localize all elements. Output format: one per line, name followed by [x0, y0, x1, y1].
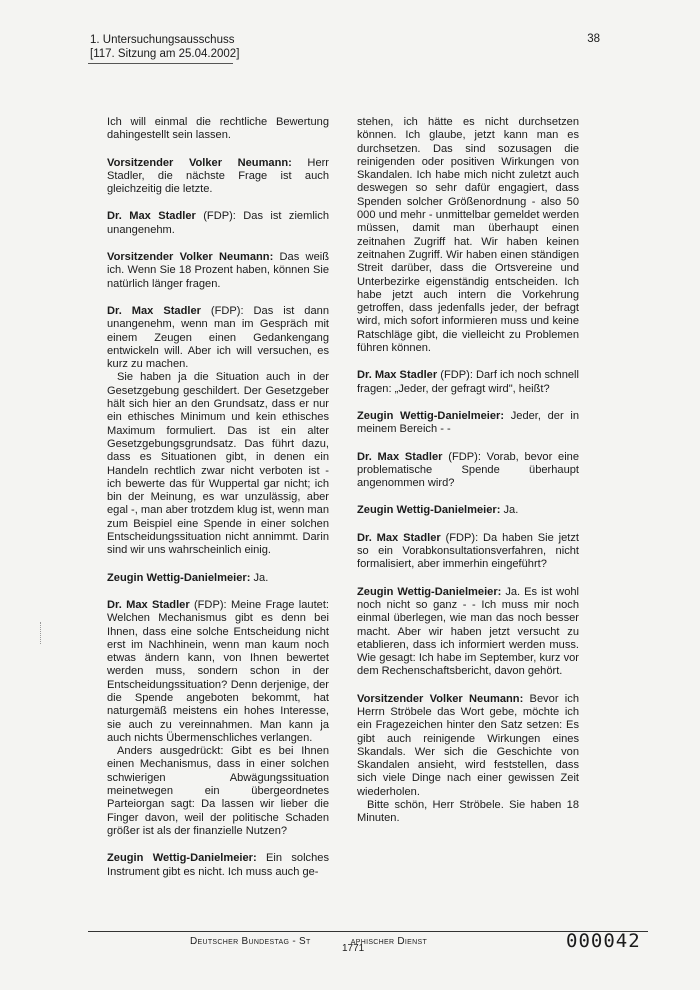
speech-text: Das weiß ich. Wenn Sie 18 Prozent haben, können Sie natürlich länger fragen. — [107, 251, 329, 290]
transcript-paragraph — [107, 210, 329, 237]
speaker-name: Vorsitzender Volker Neumann: — [107, 251, 274, 264]
footer-number: 1771 — [342, 943, 365, 954]
page-number: 38 — [587, 33, 600, 45]
speaker-name: Zeugin Wettig-Danielmeier: — [107, 852, 257, 865]
committee-title: 1. Untersuchungsausschuss — [90, 34, 235, 46]
speech-text: Jeder, der in meinem Bereich - - — [357, 409, 579, 436]
transcript-paragraph — [107, 116, 329, 143]
transcript-paragraph — [107, 251, 329, 291]
footer-left-text: Deutscher Bundestag - St — [190, 936, 311, 947]
speaker-name: Dr. Max Stadler — [357, 531, 441, 544]
speech-text: stehen, ich hätte es nicht durchsetzen können. Ich glaube, jetzt kann man es durchsetzen. Das sind sozusagen die reinigenden oder positiven Wirkungen von Skandalen. Ich habe mich nicht zuletzt auch deswegen so sehr dafür engagiert, dass Spenden solcher Größenordnung - also 50 000 und mehr - unmittelbar gemeldet werden müssen, damit man überhaupt einen zeitnahen Zugriff hat. Wir haben keinen zeitnahen Zugriff. Wir haben einen ständigen Streit darüber, dass die Ortsvereine und Unterbezirke eigenständig entscheiden. Ich habe jetzt auch intern die Vorkehrung getroffen, dass jedenfalls jeder, der befragt wird, mich sofort informieren muss und keine Ratschläge gibt, die vielleicht zu Problemen führen können. — [357, 116, 579, 355]
speech-text: (FDP): Das ist dann unangenehm, wenn man im Gespräch mit einem Zeugen einen Gedankengang entwickeln will. Aber ich will versuchen, es kurz zu machen. — [107, 304, 329, 371]
transcript-paragraph — [107, 371, 329, 557]
speech-text: (FDP): Da haben Sie jetzt so ein Vorabkonsultationsverfahren, nicht formalisiert, aber immerhin eingeführt? — [357, 531, 579, 571]
speech-text: (FDP): Vorab, bevor eine problematische Spende überhaupt angenommen wird? — [357, 450, 579, 490]
speaker-name: Dr. Max Stadler — [107, 304, 201, 317]
speech-text: (FDP): Das ist ziemlich unangenehm. — [107, 210, 329, 236]
speech-text: Bitte schön, Herr Ströbele. Sie haben 18 Minuten. — [357, 799, 579, 825]
right-column — [357, 116, 579, 840]
transcript-paragraph — [357, 116, 579, 355]
transcript-paragraph — [357, 451, 579, 491]
speaker-name: Zeugin Wettig-Danielmeier: — [357, 504, 501, 517]
transcript-paragraph — [357, 586, 579, 679]
transcript-paragraph — [357, 693, 579, 799]
transcript-paragraph — [357, 504, 579, 517]
page-footer — [190, 936, 427, 947]
speaker-name: Vorsitzender Volker Neumann: — [357, 692, 524, 705]
speech-text: Bevor ich Herrn Ströbele das Wort gebe, möchte ich ein Fragezeichen hinter den Satz setzen: Es gibt auch reinigende Wirkungen eines Skandals. Wer sich die Geschichte von Skandalen ansieht, wird feststellen, dass sich viele Dinge nach einer gewissen Zeit wiederholen. — [357, 692, 579, 798]
speech-text: Anders ausgedrückt: Gibt es bei Ihnen einen Mechanismus, dass in einer solchen schwierigen Abwägungssituation meinetwegen ein übergeordnetes Parteiorgan sagt: Da lassen wir lieber die Finger davon, weil der politische Schaden größer ist als der finanzielle Nutzen? — [107, 745, 329, 837]
footer-rule — [88, 931, 648, 932]
speaker-name: Dr. Max Stadler — [357, 450, 443, 463]
transcript-paragraph — [107, 745, 329, 838]
speaker-name: Dr. Max Stadler — [107, 598, 190, 611]
speaker-name: Zeugin Wettig-Danielmeier: — [357, 585, 502, 598]
footer-right-text: aphischer Dienst — [350, 936, 428, 947]
speech-text: Herr Stadler, die nächste Frage ist auch gleichzeitig die letzte. — [107, 156, 330, 196]
speech-text: Ja. — [500, 504, 519, 517]
speech-text: (FDP): Meine Frage lautet: Welchen Mechanismus gibt es denn bei Ihnen, dass eine solche Entscheidung nicht erst im Nachhinein, wenn man kaum noch etwas ändern kann, von Ihnen bewertet werden muss, sondern schon in der Entscheidungssituation? Denn derjenige, der die Spende angeboten bekommt, hat naturgemäß meistens ein hohes Interesse, sie auch zu vereinnahmen. Man kann ja auch nichts Übermenschliches verlangen. — [107, 598, 330, 744]
speaker-name: Zeugin Wettig-Danielmeier: — [357, 409, 505, 422]
transcript-paragraph — [357, 369, 579, 396]
transcript-paragraph — [357, 410, 579, 437]
speaker-name: Zeugin Wettig-Danielmeier: — [107, 571, 251, 584]
transcript-paragraph — [107, 157, 329, 197]
transcript-paragraph — [107, 852, 329, 879]
document-stamp: 000042 — [566, 930, 641, 952]
speech-text: (FDP): Darf ich noch schnell fragen: „Jeder, der gefragt wird", heißt? — [357, 369, 579, 395]
page-header — [90, 33, 239, 61]
transcript-paragraph — [107, 305, 329, 371]
speaker-name: Dr. Max Stadler — [107, 210, 196, 223]
speech-text: Ja. — [250, 571, 269, 584]
speech-text: Ja. Es ist wohl noch nicht so ganz - - Ich muss mir noch einmal überlegen, wie man das noch besser macht. Aber wir haben jetzt versucht zu etablieren, dass ich informiert werden muss. Wie gesagt: Ich habe im September, kurz vor dem Rechenschaftsbericht, davon gehört. — [357, 585, 580, 678]
transcript-paragraph — [107, 572, 329, 585]
left-column — [107, 116, 329, 893]
speech-text: Sie haben ja die Situation auch in der Gesetzgebung geschildert. Der Gesetzgeber hält sich hier an den Grundsatz, dass er nur ein ethisches Minimum und kein ethisches Maximum formuliert. Das ist ein alter Gesetzgebungsgrundsatz. Das führt dazu, dass es Situationen gibt, in denen ein Handeln rechtlich zwar nicht verboten ist - ich bewerte das für Wuppertal gar nicht; ich bin der Meinung, es war unzulässig, aber egal -, man aber trotzdem klug ist, wenn man zum Beispiel eine Spende in einer solchen Entscheidungssituation nicht annimmt. Darin sind wir uns wahrscheinlich einig. — [107, 371, 329, 557]
transcript-paragraph — [107, 599, 329, 745]
margin-mark — [40, 622, 53, 644]
session-date: [117. Sitzung am 25.04.2002] — [90, 48, 240, 60]
header-rule — [88, 63, 233, 64]
transcript-paragraph — [357, 799, 579, 826]
speech-text: Ein solches Instrument gibt es nicht. Ich muss auch ge- — [107, 852, 329, 878]
transcript-paragraph — [357, 532, 579, 572]
speech-text: Ich will einmal die rechtliche Bewertung dahingestellt sein lassen. — [107, 116, 329, 142]
speaker-name: Dr. Max Stadler — [357, 369, 438, 382]
speaker-name: Vorsitzender Volker Neumann: — [107, 156, 292, 169]
